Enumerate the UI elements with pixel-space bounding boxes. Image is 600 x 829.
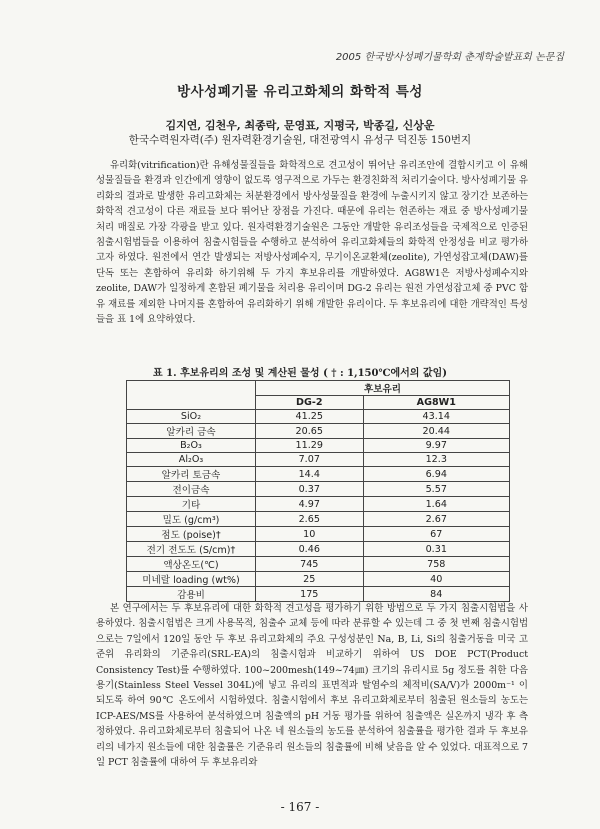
table-cell-label: 밀도 (g/cm³) (127, 512, 256, 527)
table-cell-label: 액상온도(℃) (127, 557, 256, 572)
table-caption: 표 1. 후보유리의 조성 및 계산된 물성 ( † : 1,150℃에서의 값임) (153, 368, 447, 379)
table-cell-ag8w1: 12.3 (363, 453, 509, 467)
table-cell-dg2: 11.29 (256, 439, 364, 453)
table-cell-label: 알카리 금속 (127, 424, 256, 439)
table-cell-label: 점도 (poise)† (127, 527, 256, 542)
table-row (127, 439, 510, 453)
table-col-header-dg2: DG-2 (256, 396, 364, 410)
table-cell-label: 감용비 (127, 587, 256, 602)
running-header: 2005 한국방사성폐기물학회 춘계학술발표회 논문집 (335, 52, 564, 63)
table-row (127, 572, 510, 587)
table-cell-ag8w1: 5.57 (363, 482, 509, 497)
table-col-header-ag8w1: AG8W1 (363, 396, 509, 410)
table-body (127, 410, 510, 602)
table-cell-ag8w1: 1.64 (363, 497, 509, 512)
table-cell-label: 알카리 토금속 (127, 467, 256, 482)
table-cell-ag8w1: 9.97 (363, 439, 509, 453)
table-row (127, 424, 510, 439)
table-cell-dg2: 0.46 (256, 542, 364, 557)
table-cell-ag8w1: 20.44 (363, 424, 509, 439)
affiliation: 한국수력원자력(주) 원자력환경기술원, 대전광역시 유성구 덕진동 150번지 (128, 134, 472, 146)
table-cell-ag8w1: 0.31 (363, 542, 509, 557)
table-row (127, 497, 510, 512)
table-cell-label: Al₂O₃ (127, 453, 256, 467)
table-cell-label: SiO₂ (127, 410, 256, 424)
table-cell-ag8w1: 40 (363, 572, 509, 587)
table-row (127, 512, 510, 527)
table-cell-ag8w1: 758 (363, 557, 509, 572)
table-row (127, 482, 510, 497)
table-cell-dg2: 10 (256, 527, 364, 542)
table-cell-label: B₂O₃ (127, 439, 256, 453)
table-cell-dg2: 175 (256, 587, 364, 602)
table-cell-dg2: 25 (256, 572, 364, 587)
table-row (127, 542, 510, 557)
table-group-header: 후보유리 (256, 381, 510, 396)
paper-title: 방사성폐기물 유리고화체의 화학적 특성 (177, 84, 423, 100)
table-cell-ag8w1: 67 (363, 527, 509, 542)
table-cell-dg2: 745 (256, 557, 364, 572)
body-paragraph-leaching: 본 연구에서는 두 후보유리에 대한 화학적 견고성을 평가하기 위한 방법으로 두 가지 침출시험법을 사용하였다. 침출시험법은 크게 사용목적, 침출수 교체 등에 따라 분류할 수 있는데 그 중 첫 번째 침출시험법으로는 7일에서 120일 동안 두 후보 유리고화체의 주요 구성성분인 Na, B, Li, Si의 침출거동을 미국 고준위 유리화의 기준유리(SRL-EA)의 침출시험과 비교하기 위하여 US DOE PCT(Product Consistency Test)를 수행하였다. 100~200mesh(149~74㎛) 크기의 유리시료 5g 정도를 취한 다음 용기(Stainless Steel Vessel 304L)에 넣고 유리의 표면적과 탈염수의 체적비(SA/V)가 2000m⁻¹ 이 되도록 하여 90℃ 온도에서 시험하였다. 침출시험에서 후보 유리고화체로부터 침출된 원소들의 농도는 ICP-AES/MS를 사용하여 분석하였으며 침출액의 pH 거동 평가를 위하여 침출액은 실온까지 냉각 후 측정하였다. 유리고화체로부터 침출되어 나온 네 원소들의 농도를 분석하여 침출률을 평가한 결과 두 후보유리의 네가지 원소들에 대한 침출률은 기준유리 원소들의 침출률에 비해 낮음을 알 수 있었다. 대표적으로 7일 PCT 침출률에 대하여 두 후보유리와 (96, 603, 528, 769)
table-cell-label: 미네랄 loading (wt%) (127, 572, 256, 587)
author-list: 김지연, 김천우, 최종락, 문영표, 지평국, 박종길, 신상운 (165, 119, 435, 132)
table-cell-ag8w1: 6.94 (363, 467, 509, 482)
table-cell-ag8w1: 84 (363, 587, 509, 602)
table-row (127, 587, 510, 602)
table-row (127, 467, 510, 482)
table-row (127, 410, 510, 424)
table-cell-label: 전이금속 (127, 482, 256, 497)
table-cell-dg2: 2.65 (256, 512, 364, 527)
table-corner-cell (127, 381, 256, 410)
table-cell-dg2: 7.07 (256, 453, 364, 467)
table-cell-label: 기타 (127, 497, 256, 512)
table-row (127, 453, 510, 467)
table-cell-ag8w1: 2.67 (363, 512, 509, 527)
page-number: - 167 - (280, 800, 320, 814)
body-paragraph-intro: 유리화(vitrification)란 유해성물질들을 화학적으로 견고성이 뛰어난 유리조안에 결합시키고 이 유해성물질들을 환경과 인간에게 영향이 없도록 영구적으로 가두는 환경친화적 처리기술이다. 방사성폐기물 유리화의 결과로 발생한 유리고화체는 처분환경에서 방사성물질을 환경에 누출시키지 않고 장기간 보존하는 화학적 견고성이 다른 재료들 보다 뛰어난 장점을 가진다. 때문에 유리는 현존하는 재료 중 방사성폐기물 처리 매질로 가장 각광을 받고 있다. 원자력환경기술원은 그동안 개발한 유리조성들을 국제적으로 인증된 침출시험법들을 이용하여 침출시험들을 수행하고 분석하여 유리고화체들의 화학적 안정성을 비교 평가하고자 하였다. 원전에서 연간 발생되는 저방사성폐수지, 무기이온교환체(zeolite), 가연성잡고체(DAW)를 단독 또는 혼합하여 유리화 하기위해 두 가지 후보유리를 개발하였다. AG8W1은 저방사성폐수지와 zeolite, DAW가 일정하게 혼합된 폐기물을 처리용 유리이며 DG-2 유리는 원전 가연성잡고체 중 PVC 함유 재료를 제외한 나머지를 혼합하여 유리화하기 위해 개발한 유리이다. 두 후보유리에 대한 개략적인 특성들을 표 1에 요약하였다. (96, 160, 528, 326)
glass-properties-table (126, 380, 510, 602)
table-cell-dg2: 20.65 (256, 424, 364, 439)
table-cell-dg2: 14.4 (256, 467, 364, 482)
table-cell-dg2: 0.37 (256, 482, 364, 497)
table-cell-dg2: 41.25 (256, 410, 364, 424)
table-cell-label: 전기 전도도 (S/cm)† (127, 542, 256, 557)
table-cell-dg2: 4.97 (256, 497, 364, 512)
table-row (127, 557, 510, 572)
table-cell-ag8w1: 43.14 (363, 410, 509, 424)
table-row (127, 527, 510, 542)
